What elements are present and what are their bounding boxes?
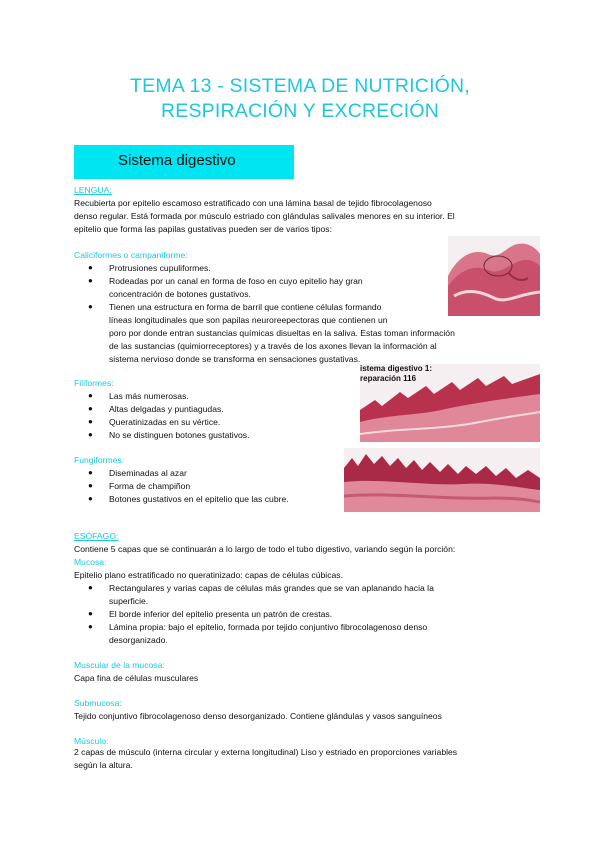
filiformes-bullet-3: Queratinizadas en su vértice. <box>109 417 221 427</box>
bullet-dot: ● <box>88 622 93 631</box>
fungiformes-bullet-2: Forma de champiñon <box>109 481 191 491</box>
filiform-papillae-micrograph <box>360 364 540 442</box>
caliciformes-bullet-3-line-5: sistema nervioso donde se transforma en sensaciones gustativas. <box>109 354 361 364</box>
filiformes-bullet-4: No se distinguen botones gustativos. <box>109 430 250 440</box>
lengua-intro-2: denso regular. Está formada por músculo estriado con glándulas salivales menores en su interior. El <box>74 211 455 221</box>
bullet-dot: ● <box>88 609 93 618</box>
filiformes-bullet-2: Altas delgadas y puntiagudas. <box>109 404 224 414</box>
esofago-intro: Contiene 5 capas que se continuarán a lo largo de todo el tubo digestivo, variando según la porción: <box>74 544 456 554</box>
caliciformes-heading: Caliciformes o campaniforme: <box>74 250 188 260</box>
mucosa-bullet-3-line-2: desorganizado. <box>109 635 168 645</box>
section-label: Sistema digestivo <box>118 152 236 169</box>
muscular-mucosa-heading: Muscular de la mucosa: <box>74 660 165 670</box>
bullet-dot: ● <box>88 430 93 439</box>
caliciformes-bullet-2-line-2: concentración de botones gustativos. <box>109 289 251 299</box>
micrograph-caption-1: istema digestivo 1: <box>360 364 433 373</box>
bullet-dot: ● <box>88 417 93 426</box>
caliciformes-bullet-2-line-1: Rodeadas por un canal en forma de foso en cuyo epitelio hay gran <box>109 276 363 286</box>
bullet-dot: ● <box>88 583 93 592</box>
musculo-text-1: 2 capas de músculo (interna circular y externa longitudinal) Liso y estriado en proporciones variables <box>74 747 458 757</box>
document-title <box>60 74 540 124</box>
muscular-mucosa-text: Capa fina de células musculares <box>74 673 199 683</box>
caliciformes-bullet-1: Protrusiones cupuliformes. <box>109 263 211 273</box>
title-line-2: RESPIRACIÓN Y EXCRECIÓN <box>160 100 440 122</box>
micrograph-caption-2: reparación 116 <box>360 374 417 383</box>
fungiformes-bullet-1: Diseminadas al azar <box>109 468 187 478</box>
caliciformes-bullet-3-line-4: de las sustancias (quimiorreceptores) y a través de los axones llevan la información al <box>109 341 437 351</box>
bullet-dot: ● <box>88 494 93 503</box>
lengua-intro-3: epitelio que forma las papilas gustativas pueden ser de varios tipos: <box>74 224 332 234</box>
mucosa-bullet-2: El borde inferior del epitelio presenta un patrón de crestas. <box>109 609 333 619</box>
title-line-1: TEMA 13 - SISTEMA DE NUTRICIÓN, <box>130 75 470 97</box>
submucosa-heading: Submucosa: <box>74 698 122 708</box>
caliciform-papilla-micrograph <box>448 236 540 316</box>
submucosa-text: Tejido conjuntivo fibrocolagenoso denso desorganizado. Contiene glándulas y vasos sanguíneos <box>74 711 442 721</box>
bullet-dot: ● <box>88 276 93 285</box>
section-label-box <box>74 145 294 179</box>
mucosa-heading: Mucosa: <box>74 557 107 567</box>
filiformes-heading: Filiformes: <box>74 378 114 388</box>
esofago-heading: ESÓFAGO: <box>74 531 119 541</box>
musculo-text-2: según la altura. <box>74 760 133 770</box>
bullet-dot: ● <box>88 391 93 400</box>
bullet-dot: ● <box>88 481 93 490</box>
bullet-dot: ● <box>88 263 93 272</box>
bullet-dot: ● <box>88 302 93 311</box>
bullet-dot: ● <box>88 404 93 413</box>
mucosa-bullet-3-line-1: Lámina propia: bajo el epitelio, formada por tejido conjuntivo fibrocolagenoso denso <box>109 622 428 632</box>
mucosa-text: Epitelio plano estratificado no queratinizado: capas de células cúbicas. <box>74 570 343 580</box>
musculo-heading: Músculo: <box>74 736 109 746</box>
fungiformes-bullet-3: Botones gustativos en el epitelio que las cubre. <box>109 494 289 504</box>
mucosa-bullet-1-line-1: Rectangulares y varias capas de células más grandes que se van aplanando hacia la <box>109 583 434 593</box>
caliciformes-bullet-3-line-1: Tienen una estructura en forma de barril que contiene células formando <box>109 302 382 312</box>
caliciformes-bullet-3-line-3: poro por donde entran sustancias químicas disueltas en la saliva. Estas toman información <box>109 328 455 338</box>
lengua-intro-1: Recubierta por epitelio escamoso estratificado con una lámina basal de tejido fibrocolagenoso <box>74 198 432 208</box>
fungiform-papillae-micrograph <box>344 448 540 512</box>
bullet-dot: ● <box>88 468 93 477</box>
fungiformes-heading: Fungiformes: <box>74 455 125 465</box>
filiformes-bullet-1: Las más numerosas. <box>109 391 189 401</box>
lengua-heading: LENGUA: <box>74 185 112 195</box>
caliciformes-bullet-3-line-2: líneas longitudinales que son papilas neuroreepectoras que contienen un <box>109 315 388 325</box>
mucosa-bullet-1-line-2: superficie. <box>109 596 149 606</box>
